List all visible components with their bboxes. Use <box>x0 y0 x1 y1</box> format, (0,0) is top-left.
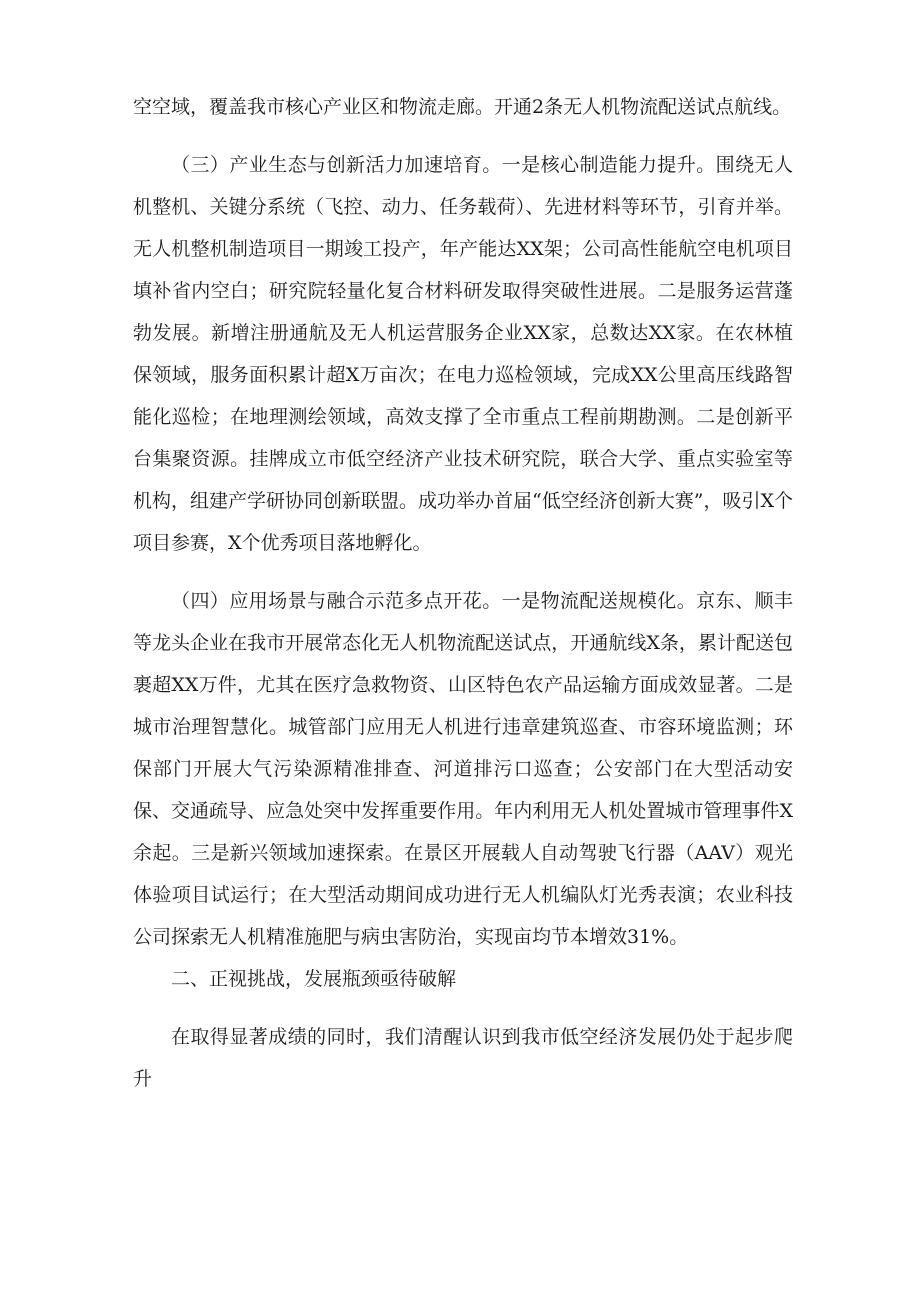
paragraph-challenges-intro: 在取得显著成绩的同时，我们清醒认识到我市低空经济发展仍处于起步爬升 <box>133 1026 793 1090</box>
paragraph-industry-ecosystem: （三）产业生态与创新活力加速培育。一是核心制造能力提升。围绕无人机整机、关键分系统（飞控、动力、任务载荷）、先进材料等环节，引育并举。无人机整机制造项目一期竣工投产，年产能达XX架；公司高性能航空电机项目填补省内空白；研究院轻量化复合材料研发取得突破性进展。二是服务运营蓬勃发展。新增注册通航及无人机运营服务企业XX家，总数达XX家。在农林植保领域，服务面积累计超X万亩次；在电力巡检领域，完成XX公里高压线路智能化巡检；在地理测绘领域，高效支撑了全市重点工程前期勘测。二是创新平台集聚资源。挂牌成立市低空经济产业技术研究院，联合大学、重点实验室等机构，组建产学研协同创新联盟。成功举办首届“低空经济创新大赛”，吸引X个项目参赛，X个优秀项目落地孵化。 <box>133 154 793 554</box>
section-heading: 二、正视挑战，发展瓶颈亟待破解 <box>171 968 457 990</box>
document-body <box>133 86 793 1100</box>
paragraph-application-scenarios: （四）应用场景与融合示范多点开花。一是物流配送规模化。京东、顺丰等龙头企业在我市开展常态化无人机物流配送试点，开通航线X条，累计配送包裹超XX万件，尤其在医疗急救物资、山区特色农产品运输方面成效显著。二是城市治理智慧化。城管部门应用无人机进行违章建筑巡查、市容环境监测；环保部门开展大气污染源精准排查、河道排污口巡查；公安部门在大型活动安保、交通疏导、应急处突中发挥重要作用。年内利用无人机处置城市管理事件X余起。三是新兴领域加速探索。在景区开展载人自动驾驶飞行器（AAV）观光体验项目试运行；在大型活动期间成功进行无人机编队灯光秀表演；农业科技公司探索无人机精准施肥与病虫害防治，实现亩均节本增效31%。 <box>133 590 793 948</box>
paragraph-continuation: 空空域，覆盖我市核心产业区和物流走廊。开通2条无人机物流配送试点航线。 <box>133 96 792 118</box>
